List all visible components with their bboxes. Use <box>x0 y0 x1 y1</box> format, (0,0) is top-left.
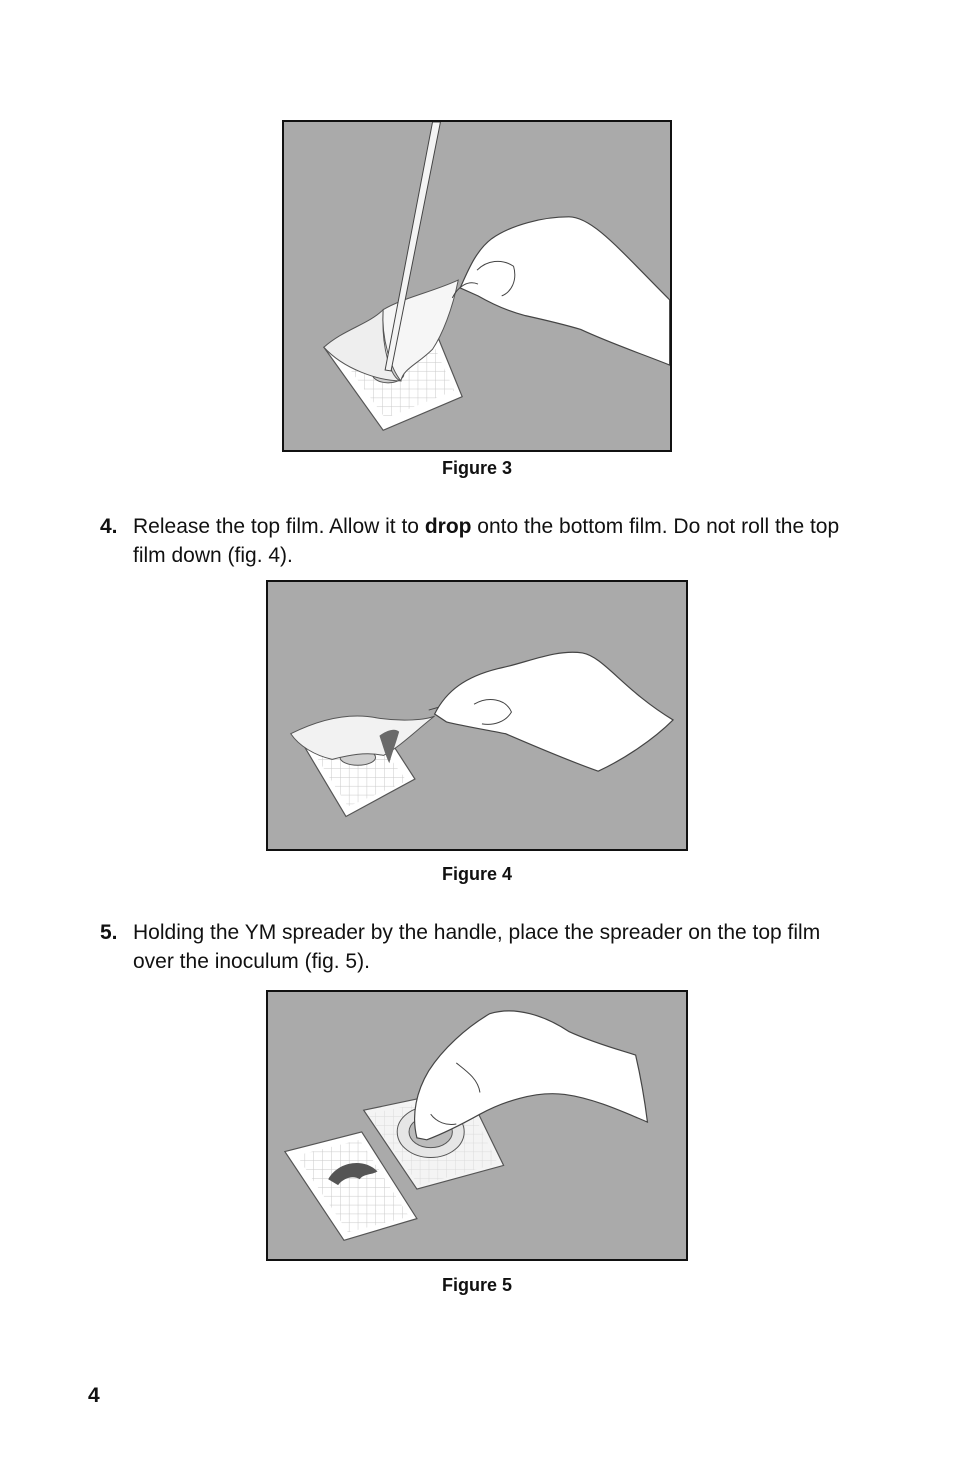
page-number: 4 <box>88 1384 100 1407</box>
figure-4-illustration <box>266 580 688 851</box>
step-5-number: 5. <box>100 921 118 944</box>
step-4-bold-word: drop <box>424 515 472 538</box>
step-4-text-after: onto the bottom film. Do not roll the top film down (fig. 4). <box>133 515 840 567</box>
figure-5-caption: Figure 5 <box>441 1275 512 1295</box>
figure-3-caption: Figure 3 <box>441 458 512 478</box>
step-4 <box>100 512 860 570</box>
figure-3-illustration <box>282 120 672 452</box>
step-4-text <box>133 512 860 570</box>
step-4-text-before: Release the top film. Allow it to <box>133 515 425 538</box>
step-4-number: 4. <box>100 515 118 538</box>
figure-5-illustration <box>266 990 688 1261</box>
step-5 <box>100 918 860 976</box>
step-5-text: Holding the YM spreader by the handle, place the spreader on the top film over the inoculum (fig. 5). <box>133 921 821 973</box>
figure-4-caption: Figure 4 <box>441 864 512 884</box>
